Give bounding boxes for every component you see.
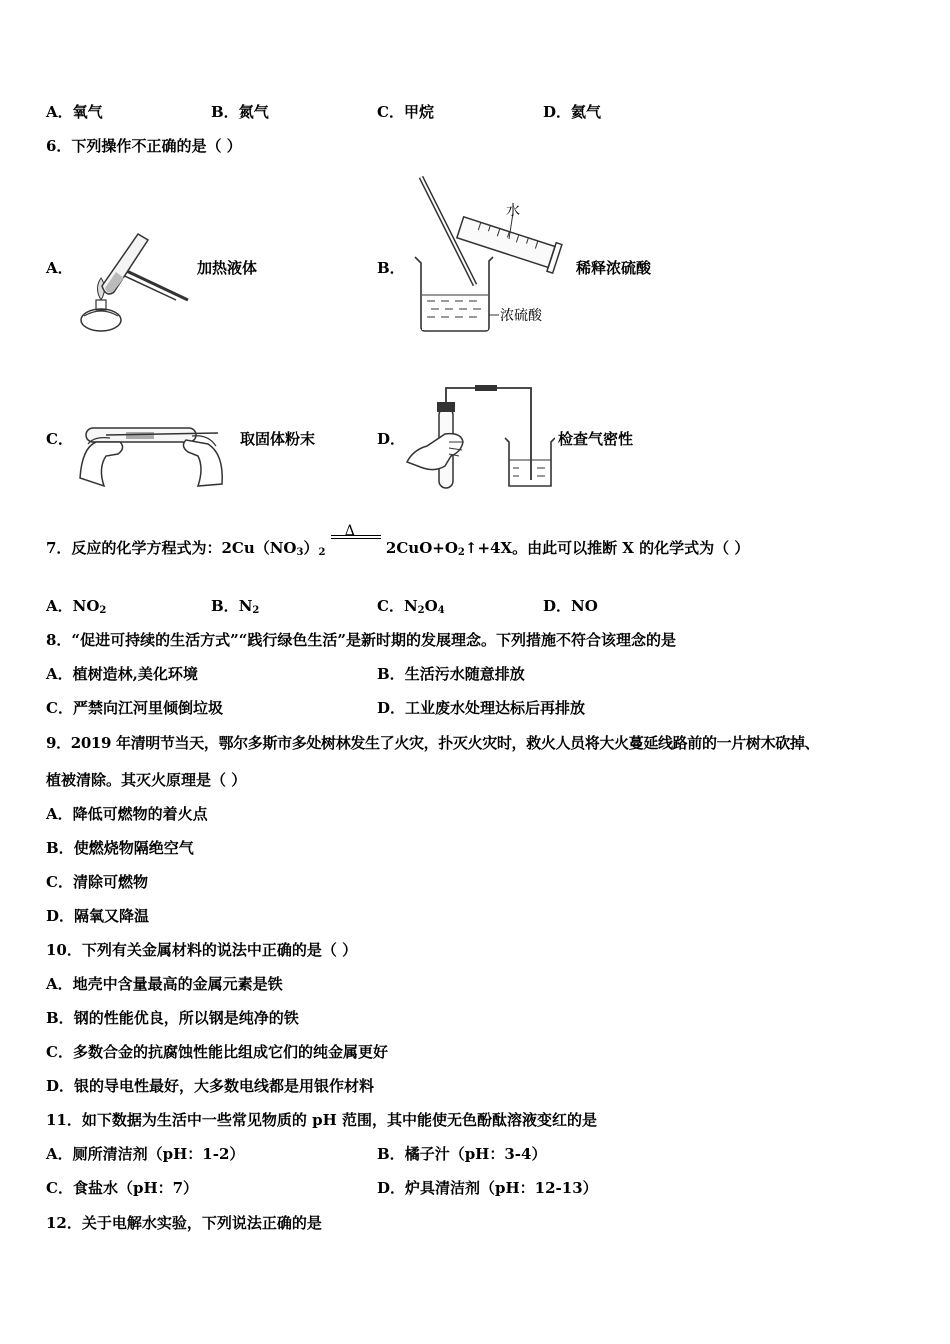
q10-option-a: A．地壳中含量最高的金属元素是铁 (46, 975, 283, 993)
q10-option-b: B．钢的性能优良，所以钢是纯净的铁 (46, 1009, 299, 1027)
q8-stem: 8．“促进可持续的生活方式”“践行绿色生活”是新时期的发展理念。下列措施不符合该理念的是 (46, 631, 676, 649)
q7-option-a: A．$NO_2$ (46, 597, 107, 616)
q10-stem: 10．下列有关金属材料的说法中正确的是（ ） (46, 941, 358, 959)
air-tightness-check-illustration (405, 380, 555, 492)
q5-option-c: C．甲烷 (377, 103, 434, 121)
q5-option-d: D．氦气 (543, 103, 602, 121)
q6-option-c-letter: C． (46, 430, 73, 448)
q11-option-a: A．厕所清洁剂（pH：1-2） (46, 1145, 245, 1163)
q5-option-a: A．氧气 (46, 103, 103, 121)
q10-option-d: D．银的导电性最好，大多数电线都是用银作材料 (46, 1077, 375, 1095)
water-label: 水 (506, 203, 520, 219)
q6-option-a-caption: 加热液体 (197, 259, 258, 277)
q9-option-c: C．清除可燃物 (46, 873, 148, 891)
q11-option-c: C．食盐水（pH：7） (46, 1179, 199, 1197)
q9-stem-line1: 9．2019 年清明节当天，鄂尔多斯市多处树林发生了火灾，扑灭火灾时，救火人员将大火蔓延线路前的一片树木砍掉、 (46, 734, 820, 752)
q5-option-b: B．氮气 (211, 103, 269, 121)
q7-option-c: C．$N_2O_4$ (377, 597, 445, 616)
q6-option-c-caption: 取固体粉末 (240, 430, 316, 448)
q8-option-d: D．工业废水处理达标后再排放 (377, 699, 586, 717)
q9-option-d: D．隔氧又降温 (46, 907, 150, 925)
heating-liquid-illustration (76, 228, 191, 340)
q7-stem: 7．反应的化学方程式为：$2Cu(NO_3)_2$ Δ $2CuO+O_2↑+4X$。由此可以推断 X 的化学式为（ ） (46, 523, 750, 558)
q11-stem: 11．如下数据为生活中一些常见物质的 pH 范围，其中能使无色酚酞溶液变红的是 (46, 1111, 597, 1129)
q6-option-a-letter: A． (46, 259, 73, 277)
q7-option-b: B．$N_2$ (211, 597, 260, 616)
q9-option-b: B．使燃烧物隔绝空气 (46, 839, 194, 857)
q8-option-c: C．严禁向江河里倾倒垃圾 (46, 699, 223, 717)
q6-stem: 6．下列操作不正确的是（ ） (46, 137, 242, 155)
q9-option-a: A．降低可燃物的着火点 (46, 805, 208, 823)
q6-option-b-letter: B． (377, 259, 405, 277)
q8-option-a: A．植树造林,美化环境 (46, 665, 198, 683)
q10-option-c: C．多数合金的抗腐蚀性能比组成它们的纯金属更好 (46, 1043, 388, 1061)
q11-option-b: B．橘子汁（pH：3-4） (377, 1145, 547, 1163)
concentrated-acid-label: 浓硫酸 (500, 308, 542, 324)
q11-option-d: D．炉具清洁剂（pH：12-13） (377, 1179, 598, 1197)
q9-stem-line2: 植被清除。其灭火原理是（ ） (46, 771, 247, 789)
q6-option-d-letter: D． (377, 430, 406, 448)
heat-symbol: Δ (344, 523, 355, 539)
q6-option-b-caption: 稀释浓硫酸 (576, 259, 652, 277)
dilute-acid-illustration (405, 175, 570, 335)
q7-option-d: D．NO (543, 597, 598, 615)
solid-powder-illustration (76, 408, 226, 488)
q12-stem: 12．关于电解水实验，下列说法正确的是 (46, 1214, 322, 1232)
q8-option-b: B．生活污水随意排放 (377, 665, 525, 683)
q6-option-d-caption: 检查气密性 (558, 430, 634, 448)
